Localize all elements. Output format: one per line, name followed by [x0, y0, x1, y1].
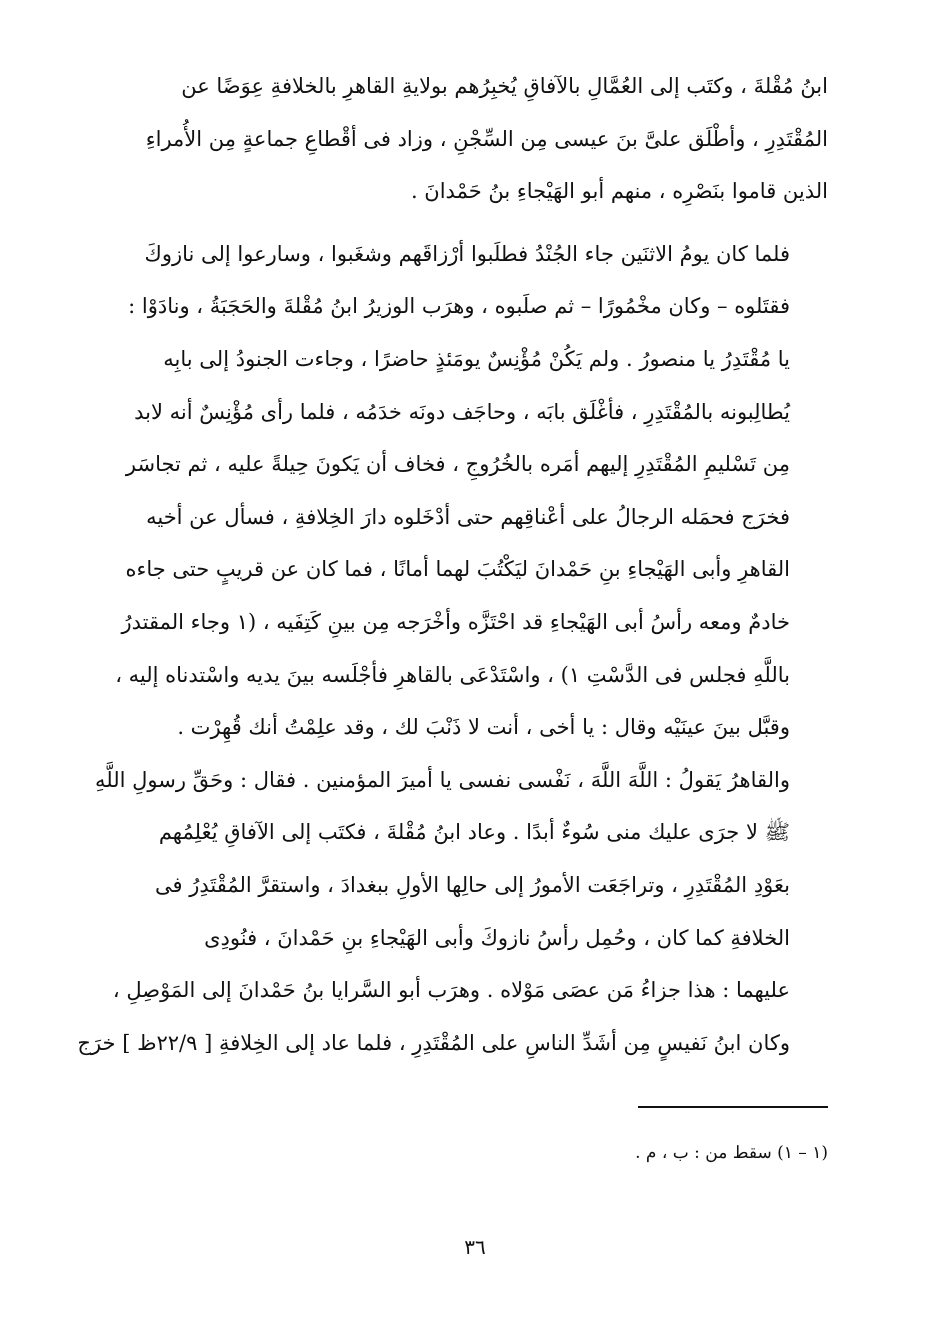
paragraph-1 [115, 60, 828, 218]
text-line: خادمٌ ومعه رأسُ أبى الهَيْجاءِ قد احْتَزَّه وأخْرَجه مِن بينِ كَتِفَيه ، (١ وجاء المقتدرُ [121, 609, 790, 634]
text-line: فقتَلوه – وكان مخْمُورًا – ثم صلَبوه ، وهرَب الوزيرُ ابنُ مُقْلةَ والحَجَبَةُ ، ونادَوْا : [128, 294, 790, 319]
text-line: الخلافةِ كما كان ، وحُمِل رأسُ نازوكَ وأبى الهَيْجاءِ بنِ حَمْدانَ ، فنُودِى [204, 925, 790, 950]
text-line: فلما كان يومُ الاثنَين جاء الجُنْدُ فطلَبوا أرْزاقَهم وشغَبوا ، وسارعوا إلى نازوكَ [144, 241, 790, 266]
text-line: وكان ابنُ نَفيسٍ مِن أشَدِّ الناسِ على المُقْتَدِرِ ، فلما عاد إلى الخِلافةِ [ ٢٢/٩ظ ] خرَج [77, 1030, 790, 1055]
footnote-divider [638, 1106, 828, 1108]
text-line: مِن تَسْليمِ المُقْتَدِرِ إليهم أمَره بالخُرُوجِ ، فخاف أن يَكونَ حِيلةً عليه ، ثم تجاسَر [125, 452, 790, 477]
page-number: ٣٦ [464, 1235, 486, 1259]
text-line: فخرَج فحمَله الرجالُ على أعْناقِهم حتى أدْخَلوه دارَ الخِلافةِ ، فسأل عن أخيه [146, 504, 790, 529]
text-line: ﷺ لا جرَى عليك منى سُوءٌ أبدًا . وعاد ابنُ مُقْلةَ ، فكتَب إلى الآفاقِ يُعْلِمُهم [158, 820, 790, 845]
text-line: الذين قاموا بنَصْرِه ، منهم أبو الهَيْجاءِ بنُ حَمْدانَ . [410, 179, 828, 204]
text-line: يا مُقْتَدِرُ يا منصورُ . ولم يَكُنْ مُؤْنِسٌ يومَئذٍ حاضرًا ، وجاءت الجنودُ إلى بابِه [163, 346, 790, 371]
text-line: باللَّهِ فجلس فى الدَّسْتِ ١) ، واسْتَدْعَى بالقاهرِ فأجْلَسه بينَ يديه واسْتدناه إليه ، [115, 662, 790, 687]
text-line: ابنُ مُقْلةَ ، وكتَب إلى العُمَّالِ بالآفاقِ يُخبِرُهم بولايةِ القاهرِ بالخلافةِ عِوَضًا عن [181, 74, 828, 98]
text-line: يُطالِبونه بالمُقْتَدِرِ ، فأغْلَق بابَه ، وحاجَف دونَه خدَمُه ، فلما رأى مُؤْنِسٌ أنه لابد [134, 399, 790, 424]
text-line: المُقْتَدِرِ ، وأطْلَق علىَّ بنَ عيسى مِن السِّجْنِ ، وزاد فى أقْطاعِ جماعةٍ مِن الأُمراءِ [145, 126, 828, 151]
text-line: وقبَّل بينَ عينَيْه وقال : يا أخى ، أنت لا ذَنْبَ لك ، وقد علِمْتُ أنك قُهِرْت . [177, 715, 790, 740]
paragraph-2 [77, 228, 828, 1070]
footnote: (١ – ١) سقط من : ب ، م . [635, 1143, 828, 1163]
text-line: والقاهرُ يَقولُ : اللَّهَ اللَّهَ ، نَفْسى نفسى يا أميرَ المؤمنين . فقال : وحَقِّ رسولِ اللَّهِ [95, 767, 790, 792]
text-line: بعَوْدِ المُقْتَدِرِ ، وتراجَعَت الأمورُ إلى حالِها الأولِ ببغدادَ ، واستقرَّ المُقْتَدِرُ فى [154, 872, 790, 897]
text-line: القاهرِ وأبى الهَيْجاءِ بنِ حَمْدانَ ليَكْتُبَ لهما أمانًا ، فما كان عن قريبٍ حتى جاءه [125, 557, 790, 582]
main-text [77, 60, 828, 1069]
text-line: عليهما : هذا جزاءُ مَن عصَى مَوْلاه . وهرَب أبو السَّرايا بنُ حَمْدانَ إلى المَوْصِلِ ، [112, 978, 790, 1003]
